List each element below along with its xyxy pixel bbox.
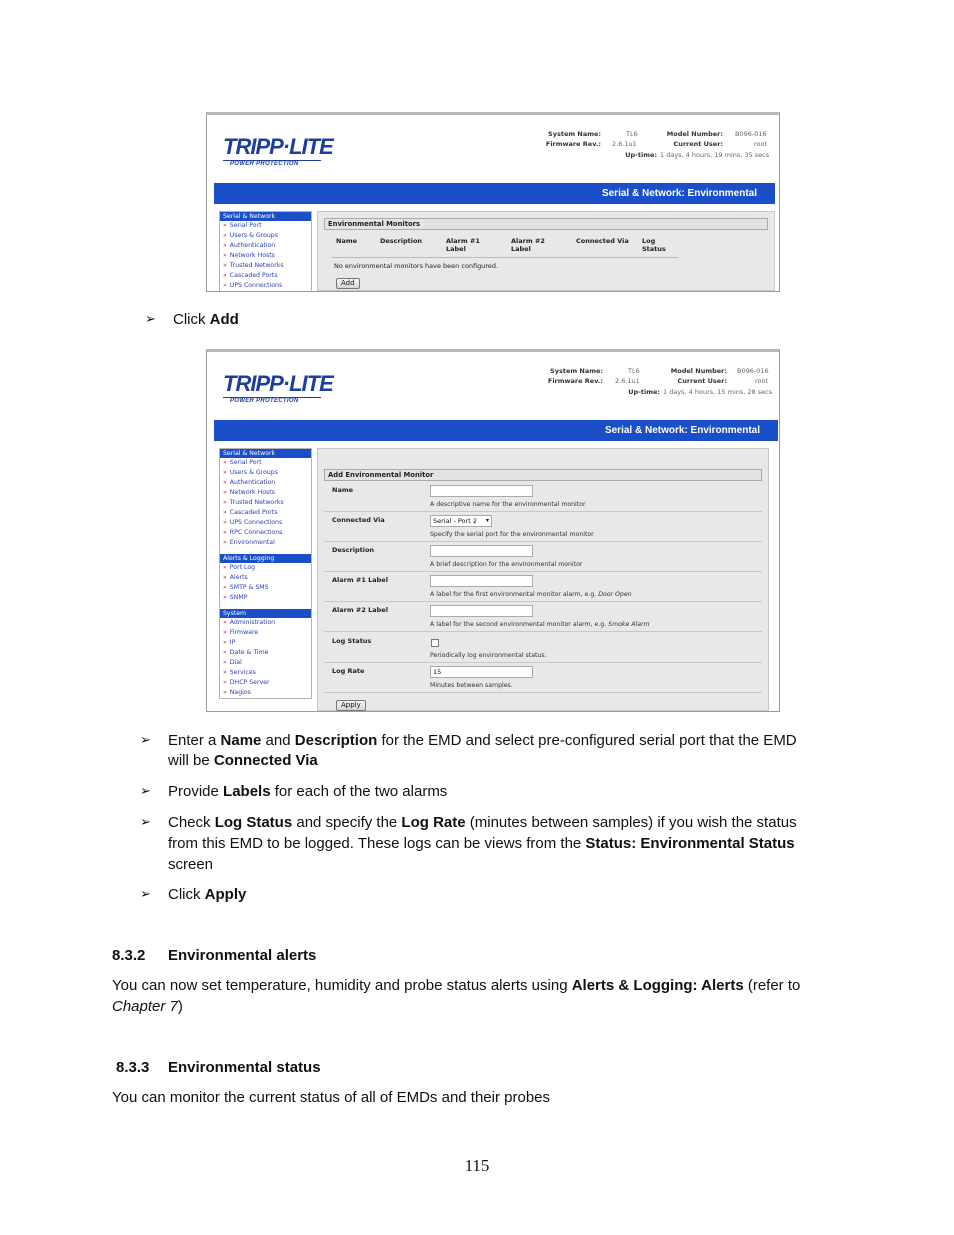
col-alarm1-line2: Label — [446, 244, 466, 253]
description-input[interactable] — [430, 545, 533, 557]
current-user-value: root — [754, 140, 768, 148]
col-name: Name — [336, 237, 358, 245]
section-832-title: Environmental alerts — [168, 947, 317, 964]
logo-subtext: POWER PROTECTION — [223, 160, 321, 167]
row-alarm2-label — [324, 602, 762, 632]
nav-item[interactable]: » IP — [220, 638, 311, 648]
nav-item[interactable]: » Alerts — [220, 573, 311, 583]
header — [207, 352, 779, 420]
log-rate-input[interactable]: 15 — [430, 666, 533, 678]
bullet-arrow-icon: ➢ — [140, 815, 151, 830]
system-name-value: TL6 — [628, 367, 640, 375]
row-log-rate — [324, 663, 762, 693]
section-832-number: 8.3.2 — [112, 947, 146, 964]
nav-item[interactable]: » Authentication — [220, 478, 311, 488]
description-hint: A brief description for the environmental monitor — [430, 561, 583, 568]
logo-subtext: POWER PROTECTION — [223, 397, 321, 404]
uptime-label: Up-time: — [628, 388, 660, 396]
b3-bold-log-rate: Log Rate — [401, 814, 466, 831]
page-title-bar — [214, 183, 775, 204]
nav-item[interactable]: » Network Hosts — [220, 488, 311, 498]
model-number-label: Model Number: — [666, 130, 723, 138]
firmware-value: 2.6.1u1 — [612, 140, 637, 148]
screenshot-add-environmental-monitor — [206, 349, 780, 712]
firmware-value: 2.6.1u1 — [615, 377, 640, 385]
apply-button[interactable]: Apply — [336, 700, 366, 711]
add-monitor-form-panel — [317, 448, 769, 711]
alarm1-hint-example: Door Open — [598, 591, 632, 598]
logo-text: TRIPP·LITE — [223, 134, 333, 159]
b4-text-1: Click — [168, 886, 205, 903]
empty-message: No environmental monitors have been configured. — [334, 262, 499, 270]
header-divider — [332, 257, 678, 258]
bullet3-line1 — [168, 813, 797, 833]
nav-group-header[interactable]: System — [220, 609, 311, 618]
nav-item[interactable]: » Firmware — [220, 628, 311, 638]
b2-text-1: Provide — [168, 783, 224, 800]
b1-text-3: for the EMD and select pre-configured serial port that the EMD — [377, 732, 797, 749]
section-832-line2 — [112, 997, 183, 1017]
section-832-line1 — [112, 976, 800, 996]
b4-bold-apply: Apply — [204, 886, 247, 903]
step-click-add-bold: Add — [209, 311, 239, 328]
logo-text: TRIPP·LITE — [223, 371, 333, 396]
alarm1-hint-text: A label for the first environmental monitor alarm, e.g. — [430, 591, 597, 598]
name-hint: A descriptive name for the environmental monitor — [430, 501, 586, 508]
current-user-label: Current User: — [677, 377, 727, 385]
description-label: Description — [332, 546, 375, 554]
model-number-value: B096-016 — [737, 367, 769, 375]
current-user-label: Current User: — [673, 140, 723, 148]
name-input[interactable] — [430, 485, 533, 497]
s832-bold: Alerts & Logging: Alerts — [571, 977, 744, 994]
col-log-line1: Log — [642, 237, 656, 245]
nav-item[interactable]: » Port Log — [220, 563, 311, 573]
row-log-status — [324, 633, 762, 663]
nav-item[interactable]: » Nagios — [220, 688, 311, 698]
add-button[interactable]: Add — [336, 278, 360, 289]
nav-item[interactable]: » Cascaded Ports — [220, 271, 311, 281]
system-name-label: System Name: — [550, 367, 603, 375]
nav-group-header[interactable]: Alerts & Logging — [220, 554, 311, 563]
alarm2-hint-text: A label for the second environmental monitor alarm, e.g. — [430, 621, 607, 628]
bullet2 — [168, 782, 447, 802]
b1-text-1: Enter a — [168, 732, 221, 749]
nav-item[interactable]: » Authentication — [220, 241, 311, 251]
current-user-value: root — [755, 377, 769, 385]
log-status-checkbox[interactable] — [431, 639, 439, 647]
name-label: Name — [332, 486, 354, 494]
b3-text-4: from this EMD to be logged. These logs can be views from the — [168, 835, 586, 852]
bullet1-line1 — [168, 731, 797, 751]
alarm2-label: Alarm #2 Label — [332, 606, 388, 614]
nav-item[interactable]: » Cascaded Ports — [220, 508, 311, 518]
model-number-label: Model Number: — [670, 367, 727, 375]
bullet3-line2 — [168, 834, 795, 854]
connected-via-hint: Specify the serial port for the environmental monitor — [430, 531, 594, 538]
b1-bold-name: Name — [220, 732, 262, 749]
alarm2-hint — [430, 621, 650, 628]
tripp-lite-logo — [223, 134, 333, 169]
log-rate-label: Log Rate — [332, 667, 365, 675]
page-title: Serial & Network: Environmental — [604, 425, 760, 436]
nav-item[interactable]: » Dial — [220, 658, 311, 668]
connected-via-select[interactable]: Serial - Port 2 ▾ — [430, 515, 492, 527]
nav-item[interactable]: » Trusted Networks — [220, 498, 311, 508]
col-alarm1-line1: Alarm #1 — [446, 237, 480, 245]
alarm2-input[interactable] — [430, 605, 533, 617]
nav-item[interactable]: » Trusted Networks — [220, 261, 311, 271]
b3-bold-log-status: Log Status — [214, 814, 293, 831]
b3-text-1: Check — [168, 814, 215, 831]
connected-via-label: Connected Via — [332, 516, 385, 524]
b2-text-2: for each of the two alarms — [270, 783, 448, 800]
log-status-label: Log Status — [332, 637, 372, 645]
step-click-add — [173, 310, 239, 330]
row-name — [324, 482, 762, 512]
nav-item[interactable]: » Date & Time — [220, 648, 311, 658]
nav-group-header[interactable]: Serial & Network — [220, 449, 311, 458]
b3-bold-status: Status: Environmental Status — [585, 835, 795, 852]
nav-item[interactable]: » Environmental — [220, 538, 311, 548]
sidebar-nav — [219, 448, 312, 699]
s832-text-2: (refer to — [743, 977, 801, 994]
row-alarm1-label — [324, 572, 762, 602]
screenshot-environmental-monitors — [206, 112, 780, 292]
nav-item[interactable]: » Users & Groups — [220, 231, 311, 241]
s832-text-1: You can now set temperature, humidity and probe status alerts using — [112, 977, 572, 994]
nav-item[interactable]: » SMTP & SMS — [220, 583, 311, 593]
nav-group-header[interactable]: Serial & Network — [220, 212, 311, 221]
b2-bold-labels: Labels — [223, 783, 271, 800]
page-number: 115 — [464, 1156, 490, 1175]
panel-title: Add Environmental Monitor — [324, 469, 762, 481]
col-alarm2 — [511, 238, 545, 253]
nav-item[interactable]: » Network Hosts — [220, 251, 311, 261]
bullet-arrow-icon: ➢ — [145, 312, 156, 327]
col-log-status — [642, 238, 666, 253]
col-connected-via: Connected Via — [576, 237, 629, 245]
nav-item[interactable]: » SNMP — [220, 593, 311, 603]
tripp-lite-logo — [223, 371, 333, 406]
nav-item[interactable]: » UPS Connections — [220, 281, 311, 291]
nav-item[interactable]: » Serial Port — [220, 458, 311, 468]
b1-text-4: will be — [168, 752, 214, 769]
b1-text-2: and — [261, 732, 295, 749]
page-title-bar — [214, 420, 778, 441]
model-number-value: B096-016 — [735, 130, 767, 138]
firmware-label: Firmware Rev.: — [545, 140, 601, 148]
alarm2-hint-example: Smoke Alarm — [608, 621, 650, 628]
s832-italic: Chapter 7 — [112, 998, 178, 1015]
row-description — [324, 542, 762, 572]
environmental-monitors-panel — [317, 211, 775, 291]
panel-title: Environmental Monitors — [324, 218, 768, 230]
section-833-title: Environmental status — [168, 1059, 321, 1076]
alarm1-input[interactable] — [430, 575, 533, 587]
uptime-value: 1 days, 4 hours, 19 mins, 35 secs — [660, 151, 770, 159]
bullet4 — [168, 885, 246, 905]
alarm1-hint — [430, 591, 632, 598]
row-connected-via — [324, 512, 762, 542]
nav-item[interactable]: » DHCP Server — [220, 678, 311, 688]
bullet-arrow-icon: ➢ — [140, 784, 151, 799]
section-833-number: 8.3.3 — [116, 1059, 150, 1076]
nav-item[interactable]: » Services — [220, 668, 311, 678]
b1-bold-description: Description — [294, 732, 378, 749]
uptime-label: Up-time: — [625, 151, 657, 159]
col-description: Description — [380, 237, 423, 245]
nav-item[interactable]: » Serial Port — [220, 221, 311, 231]
col-alarm2-line1: Alarm #2 — [511, 237, 545, 245]
b3-text-2: and specify the — [292, 814, 402, 831]
log-status-hint: Periodically log environmental status. — [430, 652, 547, 659]
s832-text-3: ) — [177, 998, 183, 1015]
b3-text-3: (minutes between samples) if you wish the status — [465, 814, 797, 831]
uptime-value: 1 days, 4 hours, 15 mins, 28 secs — [663, 388, 773, 396]
nav-item[interactable]: » UPS Connections — [220, 518, 311, 528]
col-alarm1 — [446, 238, 480, 253]
nav-item[interactable]: » Users & Groups — [220, 468, 311, 478]
firmware-label: Firmware Rev.: — [547, 377, 603, 385]
b1-bold-connected-via: Connected Via — [213, 752, 318, 769]
bullet-arrow-icon: ➢ — [140, 887, 151, 902]
bullet-arrow-icon: ➢ — [140, 733, 151, 748]
bullet3-line3: screen — [168, 856, 214, 873]
nav-item[interactable]: » RPC Connections — [220, 528, 311, 538]
col-log-line2: Status — [642, 244, 666, 253]
system-name-value: TL6 — [626, 130, 638, 138]
page-title: Serial & Network: Environmental — [601, 188, 757, 199]
bullet1-line2 — [168, 751, 318, 771]
alarm1-label: Alarm #1 Label — [332, 576, 388, 584]
col-alarm2-line2: Label — [511, 244, 531, 253]
header — [207, 115, 779, 183]
system-name-label: System Name: — [548, 130, 601, 138]
section-833-text: You can monitor the current status of all of EMDs and their probes — [112, 1089, 551, 1106]
nav-item[interactable]: » Administration — [220, 618, 311, 628]
log-rate-hint: Minutes between samples. — [430, 682, 513, 689]
sidebar-nav — [219, 211, 312, 292]
step-click-add-text: Click — [173, 311, 210, 328]
